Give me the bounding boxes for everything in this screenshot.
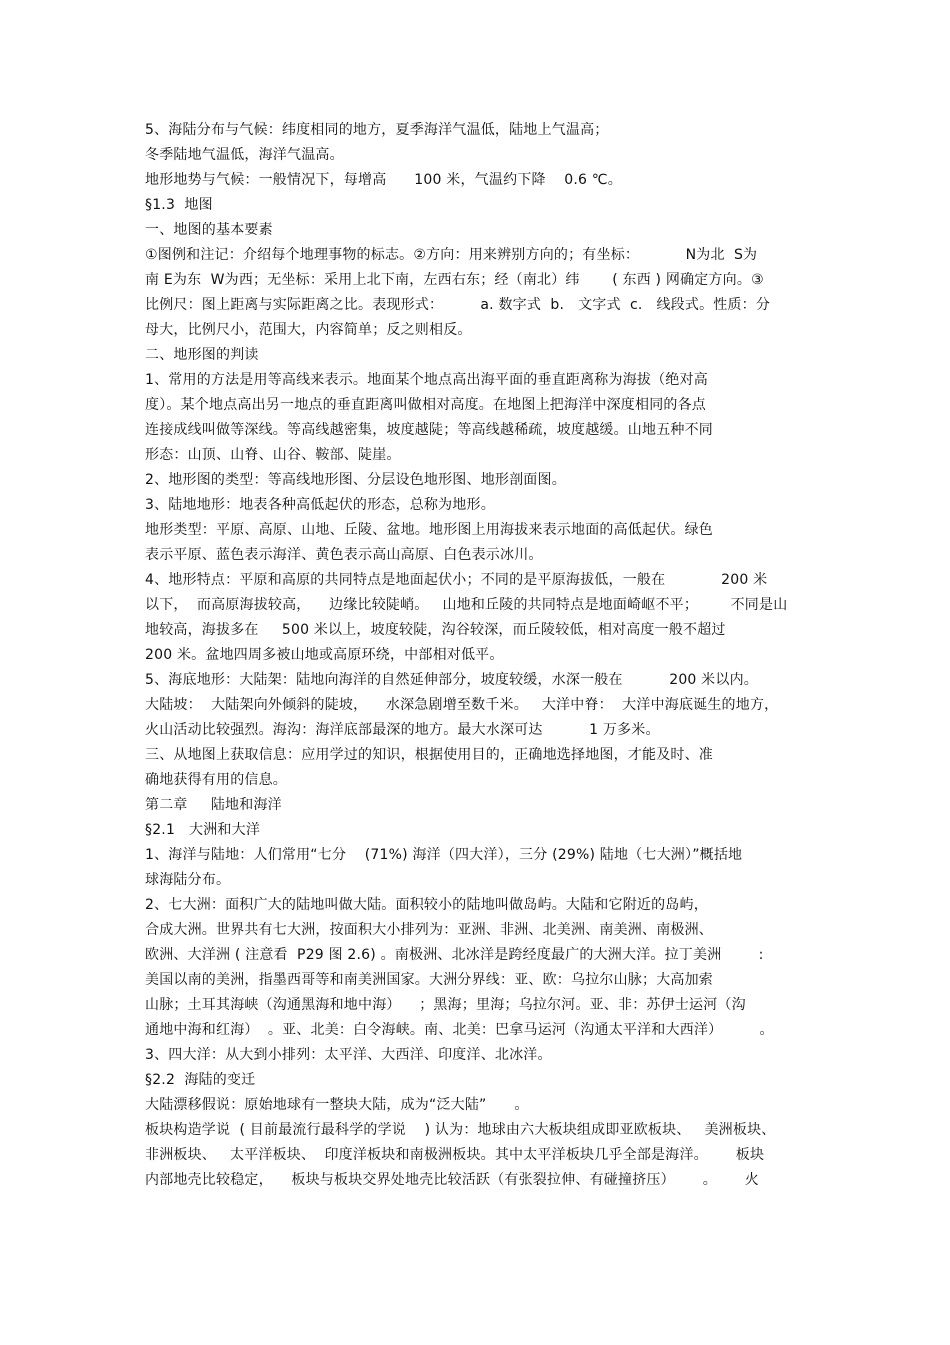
text-line: 美国以南的美洲，指墨西哥等和南美洲国家。大洲分界线：亚、欧：乌拉尔山脉；大高加索 xyxy=(145,972,713,988)
text-line: 形态：山顶、山脊、山谷、鞍部、陡崖。 xyxy=(145,447,401,463)
text-line: 1、海洋与陆地：人们常用“七分 (71%) 海洋（四大洋），三分 (29%) 陆地（七大洲）”概括地 xyxy=(145,847,743,863)
section-heading: 一、地图的基本要素 xyxy=(145,222,273,238)
text-line: 合成大洲。世界共有七大洲，按面积大小排列为：亚洲、非洲、北美洲、南美洲、南极洲、 xyxy=(145,922,713,938)
text-line: 地形地势与气候：一般情况下，每增高 100 米，气温约下降 0.6 ℃。 xyxy=(145,172,622,188)
text-line: 表示平原、蓝色表示海洋、黄色表示高山高原、白色表示冰川。 xyxy=(145,547,543,563)
text-line: 欧洲、大洋洲 ( 注意看 P29 图 2.6) 。南极洲、北冰洋是跨经度最广的大洲大洋。拉丁美洲 : xyxy=(145,947,764,963)
text-line: 2、七大洲：面积广大的陆地叫做大陆。面积较小的陆地叫做岛屿。大陆和它附近的岛屿， xyxy=(145,897,708,913)
text-line: 地形类型：平原、高原、山地、丘陵、盆地。地形图上用海拔来表示地面的高低起伏。绿色 xyxy=(145,522,713,538)
text-line: 大陆坡： 大陆架向外倾斜的陡坡， 水深急剧增至数千米。 大洋中脊： 大洋中海底诞生的地方， xyxy=(145,697,779,713)
text-line: 地较高，海拔多在 500 米以上，坡度较陡，沟谷较深，而丘陵较低，相对高度一般不超过 xyxy=(145,622,726,638)
section-heading: §2.2 海陆的变迁 xyxy=(145,1072,256,1088)
text-line: 山脉；土耳其海峡（沟通黑海和地中海） ；黑海；里海；乌拉尔河。亚、非：苏伊士运河（沟 xyxy=(145,997,746,1013)
section-heading: §1.3 地图 xyxy=(145,197,213,213)
text-line: 连接成线叫做等深线。等高线越密集，坡度越陡；等高线越稀疏，坡度越缓。山地五种不同 xyxy=(145,422,713,438)
text-line: 3、陆地地形：地表各种高低起伏的形态，总称为地形。 xyxy=(145,497,495,513)
text-line: 火山活动比较强烈。海沟：海洋底部最深的地方。最大水深可达 1 万多米。 xyxy=(145,722,660,738)
text-line: 1、常用的方法是用等高线来表示。地面某个地点高出海平面的垂直距离称为海拔（绝对高 xyxy=(145,372,708,388)
text-line: 通地中海和红海） 。亚、北美：白令海峡。南、北美：巴拿马运河（沟通太平洋和大西洋） 。 xyxy=(145,1022,774,1038)
text-line: 三、从地图上获取信息：应用学过的知识，根据使用目的，正确地选择地图，才能及时、准 xyxy=(145,747,713,763)
text-line: 200 米。盆地四周多被山地或高原环绕，中部相对低平。 xyxy=(145,647,504,663)
section-heading: §2.1 大洲和大洋 xyxy=(145,822,261,838)
text-line: 3、四大洋：从大到小排列：太平洋、大西洋、印度洋、北冰洋。 xyxy=(145,1047,552,1063)
text-line: 冬季陆地气温低，海洋气温高。 xyxy=(145,147,344,163)
text-line: ①图例和注记：介绍每个地理事物的标志。②方向：用来辨别方向的；有坐标： N为北 S为 xyxy=(145,247,758,263)
text-line: 非洲板块、 太平洋板块、 印度洋板块和南极洲板块。其中太平洋板块几乎全部是海洋。 板块 xyxy=(145,1147,765,1163)
text-line: 板块构造学说 ( 目前最流行最科学的学说 ) 认为：地球由六大板块组成即亚欧板块、 美洲板块、 xyxy=(145,1122,776,1138)
text-line: 比例尺：图上距离与实际距离之比。表现形式： a. 数字式 b. 文字式 c. 线段式。性质：分 xyxy=(145,297,771,313)
text-line: 大陆漂移假说：原始地球有一整块大陆，成为“泛大陆” 。 xyxy=(145,1097,529,1113)
text-line: 确地获得有用的信息。 xyxy=(145,772,287,788)
text-line: 球海陆分布。 xyxy=(145,872,231,888)
text-line: 内部地壳比较稳定， 板块与板块交界处地壳比较活跃（有张裂拉伸、有碰撞挤压） 。 火 xyxy=(145,1172,760,1188)
text-line: 4、地形特点：平原和高原的共同特点是地面起伏小；不同的是平原海拔低，一般在 200 米 xyxy=(145,572,768,588)
text-line: 南 E为东 W为西；无坐标：采用上北下南，左西右东；经（南北）纬 ( 东西 ) 网确定方向。③ xyxy=(145,272,764,288)
text-line: 母大，比例尺小，范围大，内容简单；反之则相反。 xyxy=(145,322,472,338)
text-line: 5、海底地形：大陆架：陆地向海洋的自然延伸部分，坡度较缓，水深一般在 200 米以内。 xyxy=(145,672,758,688)
chapter-heading: 第二章 陆地和海洋 xyxy=(145,797,282,813)
text-line: 度）。某个地点高出另一地点的垂直距离叫做相对高度。在地图上把海洋中深度相同的各点 xyxy=(145,397,706,413)
section-heading: 二、地形图的判读 xyxy=(145,347,259,363)
text-line: 5、海陆分布与气候：纬度相同的地方，夏季海洋气温低，陆地上气温高； xyxy=(145,122,609,138)
text-line: 以下， 而高原海拔较高， 边缘比较陡峭。 山地和丘陵的共同特点是地面崎岖不平； 不同是山 xyxy=(145,597,788,613)
text-line: 2、地形图的类型：等高线地形图、分层设色地形图、地形剖面图。 xyxy=(145,472,566,488)
